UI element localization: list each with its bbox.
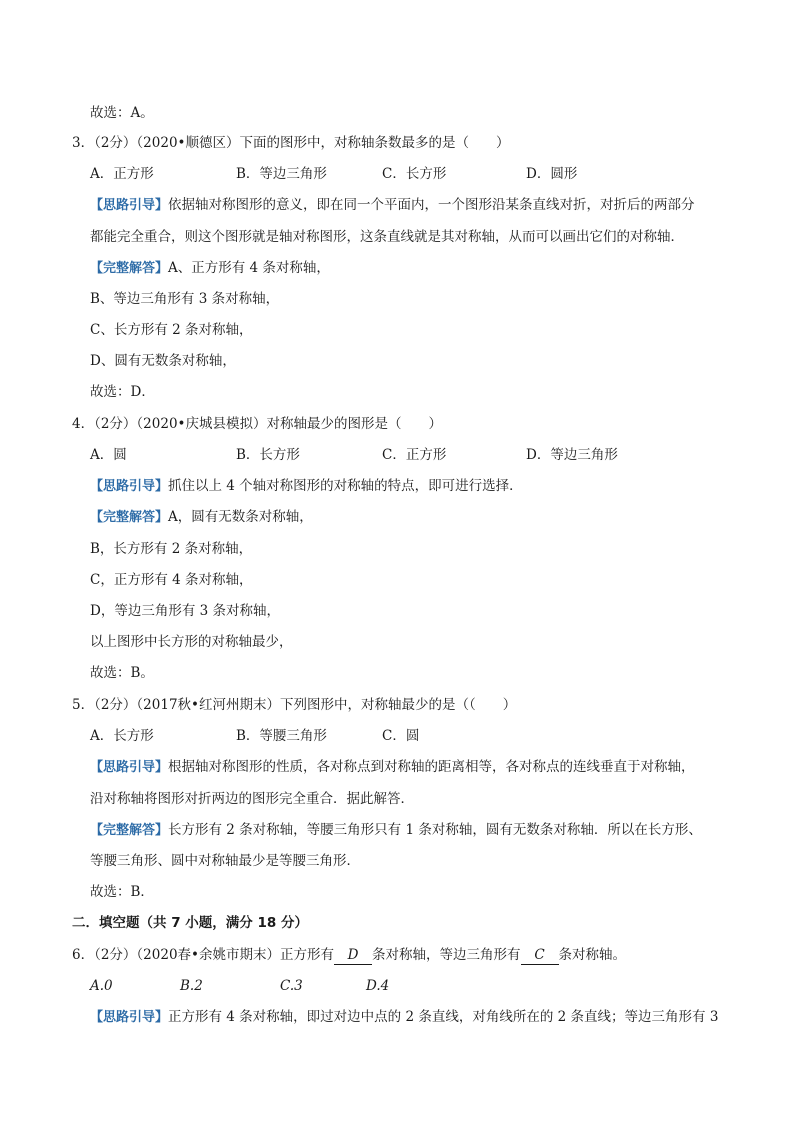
q3-solution-line-3: C、长方形有 2 条对称轴， (90, 322, 253, 338)
q3-solution-line-1 (90, 259, 330, 278)
q4-solution-line-4: D，等边三角形有 3 条对称轴， (90, 603, 280, 619)
guide-tag: 【思路引导】 (90, 198, 169, 213)
q4-solution-line-5: 以上图形中长方形的对称轴最少， (90, 634, 293, 650)
q4-solution-line-1 (90, 508, 313, 527)
q3-guide-text-1: 依据轴对称图形的意义，即在同一个平面内，一个图形沿某条直线对折，对折后的两部分 (168, 197, 695, 213)
q6-stem-part-3: 条对称轴。 (558, 947, 626, 963)
q5-guide-line-2: 沿对称轴将图形对折两边的图形完全重合．据此解答． (90, 791, 414, 807)
q6-option-a: A.0 (90, 978, 113, 994)
q3-answer: 故选：D． (90, 384, 155, 400)
q4-guide-text-1: 抓住以上 4 个轴对称图形的对称轴的特点，即可进行选择． (168, 478, 523, 494)
q4-option-b: B．长方形 (236, 447, 300, 463)
q3-solution-line-2: B、等边三角形有 3 条对称轴， (90, 291, 280, 307)
q4-option-c: C．正方形 (382, 447, 447, 463)
q5-guide-text-1: 根据轴对称图形的性质，各对称点到对称轴的距离相等，各对称点的连线垂直于对称轴， (168, 759, 695, 775)
q6-blank-2: C (521, 946, 559, 965)
question-5-stem: 5．（2分）（2017秋•红河州期末）下列图形中，对称轴最少的是（（ ） (72, 697, 517, 713)
q3-solution-text-1: A、正方形有 4 条对称轴， (168, 260, 330, 276)
q4-answer: 故选：B。 (90, 665, 154, 681)
q6-option-b: B.2 (180, 978, 203, 994)
q5-solution-line-2: 等腰三角形、圆中对称轴最少是等腰三角形． (90, 853, 360, 869)
q5-guide-line-1 (90, 758, 695, 777)
q3-option-c: C．长方形 (382, 166, 447, 182)
guide-tag: 【思路引导】 (90, 479, 169, 494)
q6-option-c: C.3 (280, 978, 303, 994)
q5-solution-line-1 (90, 821, 702, 840)
q4-option-a: A．圆 (90, 447, 127, 463)
q4-solution-line-2: B，长方形有 2 条对称轴， (90, 541, 253, 557)
q6-blank-1: D (334, 946, 372, 965)
q3-option-b: B．等边三角形 (236, 166, 327, 182)
q6-guide-text-1: 正方形有 4 条对称轴，即过对边中点的 2 条直线，对角线所在的 2 条直线；等边三角形有 3 (168, 1009, 719, 1025)
section-heading: 二．填空题（共 7 小题，满分 18 分） (72, 915, 308, 931)
question-6-stem (72, 946, 626, 965)
q3-guide-line-2: 都能完全重合，则这个图形就是轴对称图形，这条直线就是其对称轴，从而可以画出它们的对称轴． (90, 229, 684, 245)
q3-guide-line-1 (90, 196, 695, 215)
guide-tag: 【思路引导】 (90, 1010, 169, 1025)
solution-tag: 【完整解答】 (90, 510, 169, 525)
q4-solution-text-1: A，圆有无数条对称轴， (168, 509, 313, 525)
q5-option-b: B．等腰三角形 (236, 728, 327, 744)
q4-guide-line-1 (90, 477, 523, 496)
q6-guide-line-1 (90, 1008, 718, 1027)
guide-tag: 【思路引导】 (90, 760, 169, 775)
q3-option-a: A．正方形 (90, 166, 154, 182)
solution-tag: 【完整解答】 (90, 823, 169, 838)
question-4-stem: 4．（2分）（2020•庆城县模拟）对称轴最少的图形是（ ） (72, 416, 442, 432)
q3-solution-line-4: D、圆有无数条对称轴， (90, 353, 236, 369)
q6-stem-part-1: 6．（2分）（2020春•余姚市期末）正方形有 (72, 947, 334, 963)
question-3-stem: 3．（2分）（2020•顺德区）下面的图形中，对称轴条数最多的是（ ） (72, 135, 510, 151)
q4-solution-line-3: C，正方形有 4 条对称轴， (90, 572, 253, 588)
q5-answer: 故选：B． (90, 884, 154, 900)
answer-line: 故选：A。 (90, 105, 154, 121)
q3-option-d: D．圆形 (526, 166, 578, 182)
q5-solution-text-1: 长方形有 2 条对称轴，等腰三角形只有 1 条对称轴，圆有无数条对称轴．所以在长方形、 (168, 822, 702, 838)
q5-option-c: C．圆 (382, 728, 420, 744)
q6-stem-part-2: 条对称轴，等边三角形有 (372, 947, 521, 963)
q4-option-d: D．等边三角形 (526, 447, 618, 463)
q5-option-a: A．长方形 (90, 728, 154, 744)
q6-option-d: D.4 (366, 978, 390, 994)
solution-tag: 【完整解答】 (90, 261, 169, 276)
